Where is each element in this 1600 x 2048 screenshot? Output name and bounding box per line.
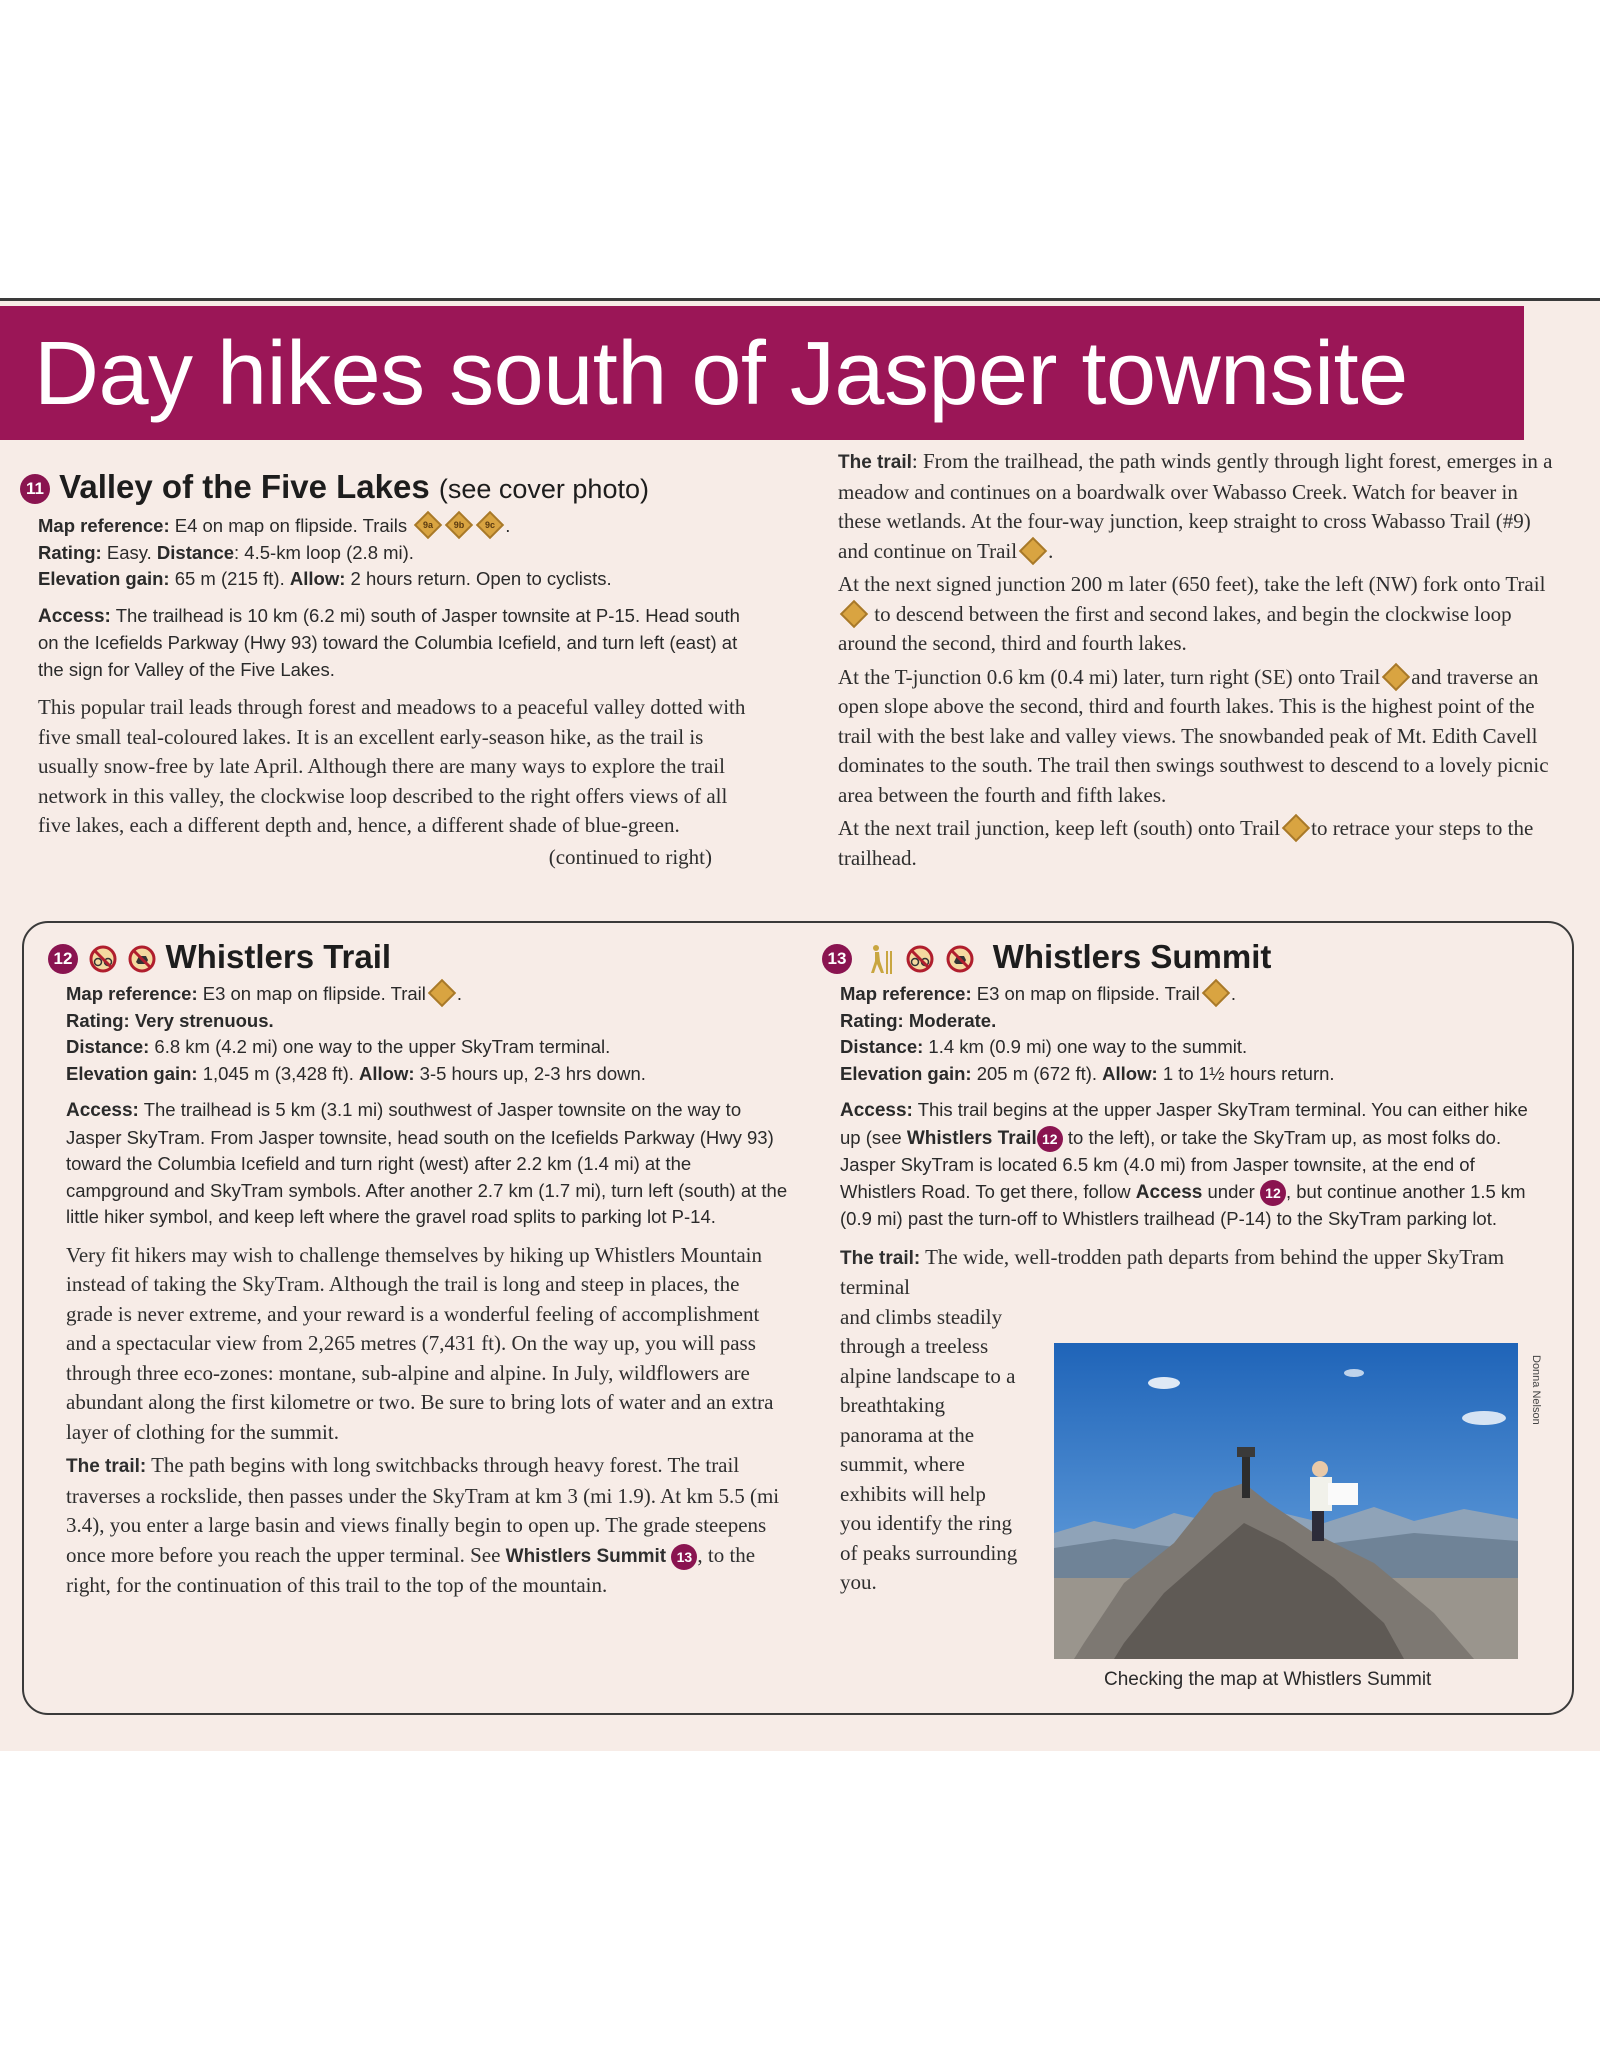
trail-marker-icon (1382, 663, 1410, 691)
trail-number-badge: 11 (20, 474, 50, 504)
whistlers-trail-title: Whistlers Trail (165, 938, 392, 975)
valley-trail-para-2: At the next signed junction 200 m later (650 feet), take the left (NW) fork onto Trail to descend between the first and second lakes, and begin the clockwise loop around the second, third and fourth lakes. (838, 572, 1546, 655)
trail-number-badge: 12 (48, 944, 78, 974)
whistlers-trail-meta (66, 981, 788, 1087)
trail-marker-icon (840, 600, 868, 628)
title-banner (0, 306, 1524, 440)
trail-number-badge: 13 (822, 944, 852, 974)
trail-number-badge: 12 (1037, 1126, 1063, 1152)
map-reference: Map reference: E3 on map on flipside. Trail . (840, 981, 1542, 1008)
rating-distance: Rating: Easy. Distance: 4.5-km loop (2.8 mi). (38, 541, 414, 563)
whistlers-summit-route-top: The trail: The wide, well-trodden path departs from behind the upper SkyTram terminal (840, 1244, 1505, 1299)
no-bicycles-icon (89, 945, 117, 973)
valley-access: Access: The trailhead is 10 km (6.2 mi) south of Jasper townsite at P-15. Head south on the Icefields Parkway (Hwy 93) toward the Columbia Icefield, and turn left (east) at the sign for Valley of the Five Lakes. (38, 604, 740, 680)
valley-heading (20, 467, 760, 509)
trail-marker-icon (1019, 537, 1047, 565)
trail-marker-icon (1202, 979, 1230, 1007)
valley-trail-para-4: At the next trail junction, keep left (south) onto Trail to retrace your steps to the trailhead. (838, 816, 1534, 870)
photo-caption: Checking the map at Whistlers Summit (1104, 1669, 1432, 1690)
valley-description: This popular trail leads through forest and meadows to a peaceful valley dotted with five small teal-coloured lakes. It is an excellent early-season hike, as the trail is usually snow-free by late April. Although there are many ways to explore the trail network in this valley, the clockwise loop described to the right offers views of all five lakes, each a different depth and, hence, a different shade of blue-green. (38, 695, 746, 837)
summit-photo (1054, 1343, 1518, 1659)
valley-meta (38, 513, 760, 593)
valley-subtitle: (see cover photo) (438, 474, 649, 504)
rating: Rating: Moderate. (840, 1009, 997, 1031)
whistlers-summit-title: Whistlers Summit (992, 938, 1272, 975)
trail-number-badge: 13 (671, 1544, 697, 1570)
photo-credit: Donna Nelson (1530, 1355, 1542, 1425)
valley-trail-para-1: The trail: From the trailhead, the path winds gently through light forest, emerges in a meadow and continues on a boardwalk over Wabasso Creek. Watch for beaver in these wetlands. At the four-way junction, keep straight to cross Wabasso Trail (#9) and continue on Trail . (838, 447, 1558, 566)
whistlers-trail-section (48, 937, 788, 1601)
valley-title: Valley of the Five Lakes (59, 468, 430, 505)
trail-number-badge: 12 (1260, 1180, 1286, 1206)
elevation-allow: Elevation gain: 205 m (672 ft). Allow: 1 to 1½ hours return. (840, 1062, 1335, 1084)
valley-section (20, 467, 760, 872)
whistlers-trail-heading (48, 937, 788, 977)
hiker-icon (865, 943, 895, 975)
whistlers-summit-meta (840, 981, 1542, 1087)
distance: Distance: 1.4 km (0.9 mi) one way to the summit. (840, 1036, 1248, 1057)
no-dogs-icon (946, 945, 974, 973)
trail-marker-icon: 9a (414, 511, 442, 539)
summit-cairn-image (1054, 1343, 1518, 1659)
map-reference: Map reference: E4 on map on flipside. Trails 9a 9b 9c . (38, 513, 760, 540)
whistlers-box (22, 921, 1574, 1715)
whistlers-trail-route: The trail: The path begins with long switchbacks through heavy forest. The trail traverses a rockslide, then passes under the SkyTram at km 3 (mi 1.9). At km 5.5 (mi 3.4), you enter a large basin and views finally begin to open up. The grade steepens once more before you reach the upper terminal. See Whistlers Summit 13 , to the right, for the continuation of this trail to the top of the mountain. (66, 1453, 780, 1597)
page-title: Day hikes south of Jasper townsite (34, 324, 1408, 424)
whistlers-summit-heading (822, 937, 1542, 977)
trail-marker-icon: 9b (445, 511, 473, 539)
brochure-page (0, 298, 1600, 1751)
whistlers-trail-description: Very fit hikers may wish to challenge themselves by hiking up Whistlers Mountain instead of taking the SkyTram. Although the trail is long and steep in places, the grade is never extreme, and your reward is a wonderful feeling of accomplishment and a spectacular view from 2,265 metres (7,431 ft). On the way up, you will pass through three eco-zones: montane, sub-alpine and alpine. In July, wildflowers are abundant along the first kilometre or two. Be sure to bring lots of water and an extra layer of clothing for the summit. (66, 1242, 774, 1444)
whistlers-trail-access: Access: The trailhead is 5 km (3.1 mi) southwest of Jasper townsite on the way to Jasper SkyTram. From Jasper townsite, head south on the Icefields Parkway (Hwy 93) toward the Columbia Icefield and turn right (west) after 2.2 km (1.4 mi) at the campground and SkyTram symbols. After another 2.7 km (1.7 mi), turn left (south) at the little hiker symbol, and keep left where the gravel road splits to parking lot P-14. (66, 1099, 788, 1227)
map-reference: Map reference: E3 on map on flipside. Trail . (66, 981, 788, 1008)
trail-marker-icon (428, 979, 456, 1007)
distance: Distance: 6.8 km (4.2 mi) one way to the upper SkyTram terminal. (66, 1036, 611, 1057)
elevation-allow: Elevation gain: 65 m (215 ft). Allow: 2 hours return. Open to cyclists. (38, 568, 612, 589)
trail-marker-icon: 9c (476, 511, 504, 539)
no-dogs-icon (128, 945, 156, 973)
trail-marker-icon (1282, 814, 1310, 842)
elevation-allow: Elevation gain: 1,045 m (3,428 ft). Allow: 3-5 hours up, 2-3 hrs down. (66, 1062, 646, 1084)
whistlers-summit-route-wrap: and climbs steadily through a treeless alpine landscape to a breathtaking panorama at the summit, where exhibits will help you identify the ring of peaks surrounding you. (840, 1304, 1018, 1594)
whistlers-summit-access: Access: This trail begins at the upper Jasper SkyTram terminal. You can either hike up (see Whistlers Trail 12 to the left), or take the SkyTram up, as most folks do. Jasper SkyTram is located 6.5 km (4.0 mi) from Jasper townsite, at the end of Whistlers Road. To get there, follow Access under 12 , but continue another 1.5 km (0.9 mi) past the turn-off to Whistlers trailhead (P-14) to the SkyTram parking lot. (840, 1099, 1528, 1229)
continued-note: (continued to right) (548, 844, 712, 869)
no-bicycles-icon (906, 945, 934, 973)
valley-trail-para-3: At the T-junction 0.6 km (0.4 mi) later, turn right (SE) onto Trail and traverse an open slope above the second, third and fourth lakes. This is the highest point of the trail with the best lake and valley views. The snowbanded peak of Mt. Edith Cavell dominates to the south. The trail then swings southwest to descend to a lovely picnic area between the fourth and fifth lakes. (838, 664, 1549, 807)
rating: Rating: Very strenuous. (66, 1009, 274, 1031)
valley-trail-section (838, 447, 1558, 873)
